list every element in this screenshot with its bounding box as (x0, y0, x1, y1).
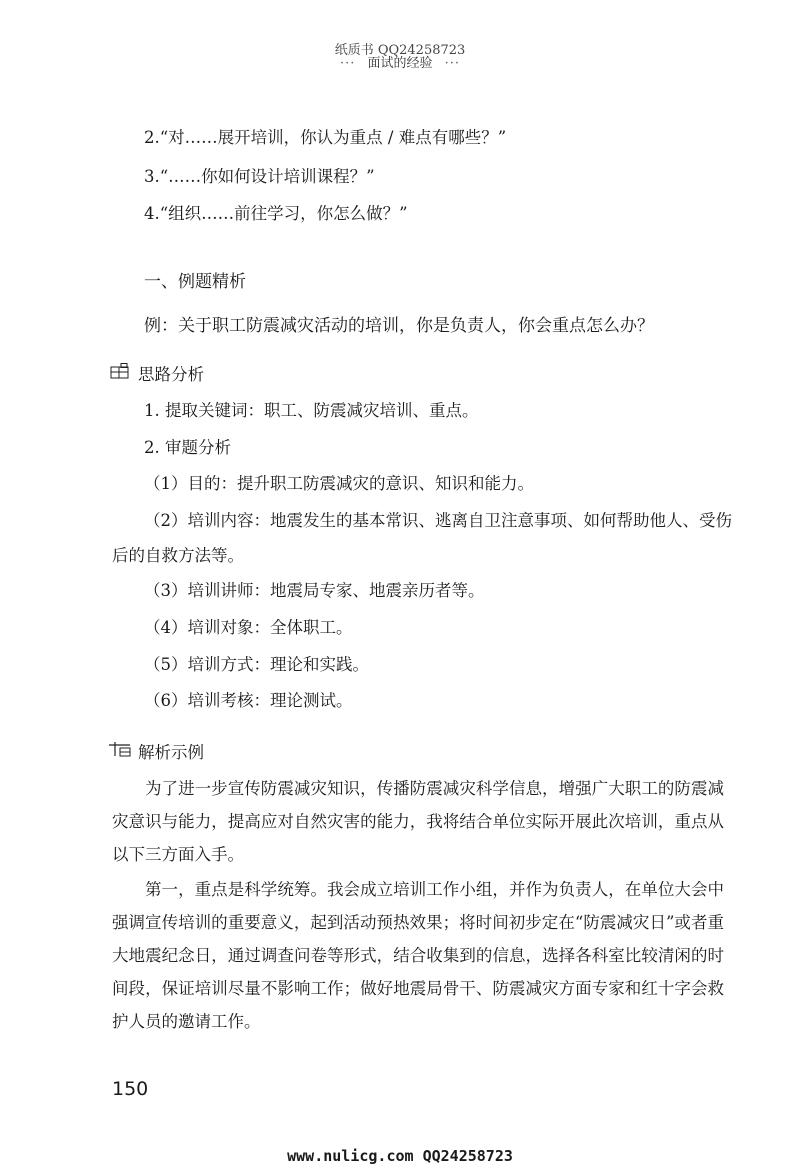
watermark-text: 纸质书 QQ24258723 (334, 43, 466, 58)
analysis-line: 2. 审题分析 (144, 438, 231, 457)
header-dots-right: ··· (444, 56, 461, 71)
header-dots-left: ··· (339, 56, 356, 71)
header-title: 面试的经验 (367, 56, 433, 71)
analysis-line: （1）目的：提升职工防震减灾的意识、知识和能力。 (144, 474, 534, 493)
section-heading: 一、例题精析 (144, 272, 246, 292)
footer-watermark: www.nulicg.com QQ24258723 (287, 1147, 513, 1165)
table-icon (108, 741, 132, 757)
analysis-line: 1. 提取关键词：职工、防震减灾培训、重点。 (144, 401, 479, 420)
question-item: 4.“组织……前往学习，你怎么做？” (144, 204, 408, 223)
example-answer-heading: 解析示例 (138, 743, 204, 762)
example-question: 例：关于职工防震减灾活动的培训，你是负责人，你会重点怎么办？ (144, 316, 654, 336)
page-number: 150 (112, 1078, 149, 1100)
analysis-line: （6）培训考核：理论测试。 (144, 691, 353, 710)
question-item: 3.“……你如何设计培训课程？” (144, 167, 375, 186)
analysis-line: （3）培训讲师：地震局专家、地震亲历者等。 (144, 581, 485, 600)
analysis-line: （2）培训内容：地震发生的基本常识、逃离自卫注意事项、如何帮助他人、受伤 (144, 511, 732, 530)
analysis-heading: 思路分析 (138, 365, 204, 384)
answer-paragraph: 为了进一步宣传防震减灾知识，传播防震减灾科学信息，增强广大职工的防震减灾意识与能力，提高应对自然灾害的能力，我将结合单位实际开展此次培训，重点从以下三方面入手。 (112, 779, 724, 864)
question-item: 2.“对……展开培训，你认为重点 / 难点有哪些？” (144, 128, 507, 147)
answer-paragraph: 第一，重点是科学统筹。我会成立培训工作小组，并作为负责人，在单位大会中强调宣传培训的重要意义，起到活动预热效果；将时间初步定在“防震减灾日”或者重大地震纪念日，通过调查问卷等形式，结合收集到的信息，选择各科室比较清闲的时间段，保证培训尽量不影响工作；做好地震局骨干、防震减灾方面专家和红十字会救护人员的邀请工作。 (112, 880, 724, 1031)
running-header (0, 57, 800, 71)
analysis-line: （4）培训对象：全体职工。 (144, 618, 353, 637)
analysis-line: （5）培训方式：理论和实践。 (144, 655, 369, 674)
analysis-line: 后的自救方法等。 (112, 546, 244, 565)
grid-icon (110, 363, 130, 379)
